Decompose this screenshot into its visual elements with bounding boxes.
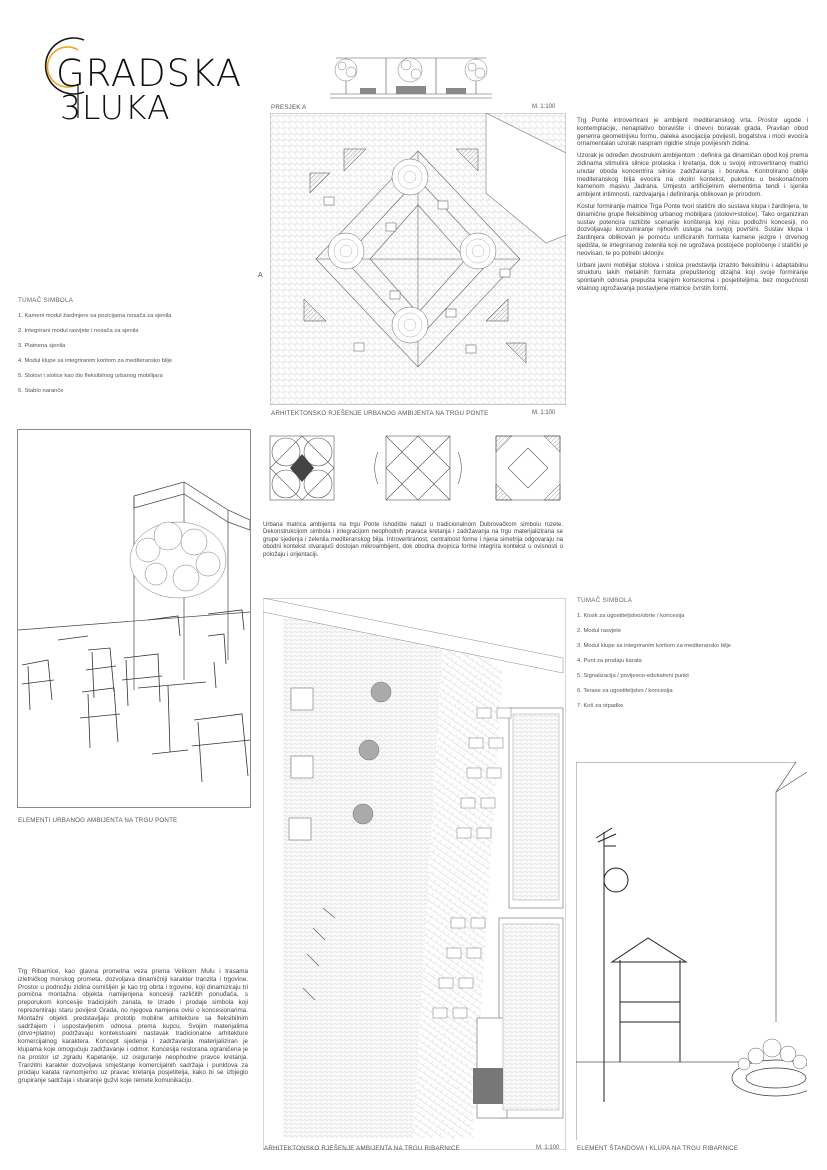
- plan-ponte-scale: M. 1:100: [532, 410, 556, 416]
- logo-title-2: 3LUKA: [60, 88, 171, 127]
- legend-item: 1. Kiosk za ugostiteljstvo/obrte / koncesija: [577, 613, 685, 619]
- legend-ponte: [18, 297, 258, 394]
- kiosk-drawing: [576, 762, 807, 1140]
- matrix-text: [263, 522, 563, 563]
- intro-paragraph: Trg Ponte introvertirani je ambijent mediteranskog vrta. Prostor ugode i kontemplacije, nenaplativo boravište i dnevni boravak grada. Pravilan obod generira geometrijsku formu, daleka asocijacija povijesti, bogatstva i moći evocira ornamentalan uzorak naspram rigidne struje povijesnih zidina.: [577, 117, 808, 148]
- legend-item: 5. Stolovi i stolice kao dio fleksibilnog urbanog mobilijara: [18, 373, 163, 379]
- plan-ribarnica-drawing: [263, 598, 566, 1150]
- section-a-marker: A: [258, 272, 263, 279]
- legend-item: 1. Kameni modul žardinjere sa pozicijama nosača za sjenila: [18, 313, 172, 319]
- ribarnica-paragraph: Trg Ribarnice, kao glavna prometna veza prema Velikom Mulu i trasama izletničkog morskog prometa, dozvoljava dinamičniji karakter tranzita i trgovine. Prostor u podnožju zidina osmišljen je kao trg obrta i trgovine, koji dinamiziraju tri pomična montažna objekta namijenjena koncesiji različitih ponuđača, s preporukom koncesije tradicijskih zanata, te izrade i prodaje simbola koji reprezentiraju staru povijest Grada, no njegova namjena ovisi o koncesionarima. Montažni objekti predstavljaju prototip mobilne arhitekture sa fleksibilnim sadržajem i uspostavljenim odnosa prema kupcu. Svojim materijalima (drvo+platno) podržavaju kontekstualni nastavak tradicionalne arhitekture komercijalnog karaktera. Koncept sjedenja i zadržavanja materijaliziran je klupama koje omogućuju zadržavanje i odmor. Koncesija restorana ograničena je na prostor uz zgradu Kapetanije, uz osiguranje neophodne pravce kretanja. Tranzitni karakter dozvoljava smještanje komercijalnih sadržaja i punktova za prodaju karata ravnomjerno uz pravac kretanja posjetitelja, kako bi se izbjeglo grupiranje sadržaja i stvaranje gužvi koje remete komunikaciju.: [18, 968, 248, 1085]
- legend-item: 3. Modul klupe sa integriranim koritom za mediteransko bilje: [577, 643, 732, 649]
- kiosk-frame: [576, 762, 807, 1140]
- logo-title-1: GRADSKA: [56, 52, 243, 95]
- perspective-ponte-frame: [17, 429, 251, 808]
- plan-ponte-caption: ARHITEKTONSKO RJEŠENJE URBANOG AMBIJENTA NA TRGU PONTE: [271, 410, 489, 417]
- section-a-label: PRESJEK A: [271, 104, 307, 111]
- plan-ribarnica-caption: ARHITEKTONSKO RJEŠENJE AMBIJENTA NA TRGU RIBARNICE: [264, 1145, 461, 1152]
- legend-item: 6. Terase za ugostiteljstvo / koncesija: [577, 688, 673, 694]
- legend-item: 2. Integrirani modul rasvjete i nosača za sjenila: [18, 328, 139, 334]
- legend-item: 5. Signalizacija / povijesno-edukativni punkt: [577, 673, 689, 679]
- intro-paragraph: Urbani javni mobilijar stolova i stolica predstavlja izrazito fleksibilnu i adaptabilnu strukturu lakih metalnih formata prepuštenog dizajna koji svoje formiranje spontanih odnosa prepušta krajnjim korisnicima i posjetiteljima, bez mogućnosti vitalnog ugrožavanja postavljene matrice čvrstih formi.: [577, 261, 808, 292]
- legend-item: 3. Platnena sjenila: [18, 343, 66, 349]
- ribarnica-text: [18, 968, 248, 1089]
- kiosk-caption: ELEMENT ŠTANDOVA I KLUPA NA TRGU RIBARNICE: [577, 1145, 739, 1152]
- legend-item: 6. Stablo naranče: [18, 388, 64, 394]
- intro-text: [577, 117, 808, 297]
- plan-ponte-drawing: [270, 113, 566, 405]
- legend-item: 2. Modul rasvjete: [577, 628, 622, 634]
- intro-paragraph: Uzorak je određen dvostrukim ambijentom : definira ga dinamičan obod koji prema zidinama stimulira silnice prolaska i kretanja, dok u svojoj introvertiranoj matrici unutar oboda koncentrira silnice zadržavanja i boravka. Kontrolirano obilje mediteranskog bilja evocira na okolni kontekst, pukotinu u beskonačnom kamenom masivu Jadrana. Umjesto artificijelnim elementima tendi i sjenila ambijent intimnosti, razdvajanja i definiranja oblikovan je prirodom.: [577, 152, 808, 199]
- legend-ribarnica: [577, 597, 807, 709]
- plan-ribarnica-frame: [263, 598, 566, 1150]
- logo: [22, 22, 252, 132]
- perspective-ponte-caption: ELEMENTI URBANOG AMBIJENTA NA TRGU PONTE: [18, 817, 178, 824]
- legend-item: 4. Modul klupe sa integriranim koritom za mediteransko bilje: [18, 358, 173, 364]
- legend-item: 4. Punt za prodaju karata: [577, 658, 642, 664]
- section-a-drawing: [326, 48, 496, 100]
- section-a-scale: M. 1:100: [532, 104, 556, 110]
- plan-ribarnica-scale: M. 1:100: [536, 1145, 560, 1151]
- intro-paragraph: Kostur formiranje matrice Trga Ponte tvori statični dio sustava klupa i žardinjera, te dinamične grupe fleksibilnog urbanog mobilijara (stolovi+stolice). Tako organiziran sustav potencira različite scenarije korištenja koji nisu podložni koncesiji, no dozvoljavaju konzumiranje njihovih usluga na svojoj površini. Sustav klupa i žardinjera oblikovan je pomoću unificiranih formata kamene jezgre i drvenog sjedišta, te integriranog zelenila koji ne ugrožava postojeće popločenje i statički je neovisan, te po potrebi uklonjiv.: [577, 202, 808, 257]
- plan-ponte-frame: [270, 113, 566, 405]
- legend-title: TUMAČ SIMBOLA: [577, 597, 633, 604]
- perspective-ponte-drawing: [18, 430, 250, 807]
- matrix-diagrams: [268, 432, 564, 504]
- matrix-paragraph: Urbana matrica ambijenta na trgu Ponte ishodište nalazi u tradicionalnom Dubrovačkom simbolu rozete. Dekonstrukcijom simbola i integracijom neophodnih pravaca kretanja i zadržavanja na trgu materijalizirana se grupe sjedenja i zelenila mediteranskog bilja. Introvertiranost, centralnost forme i njena simetrija odgovaraju na obodni kontekst stvarajući dostojan mikroambijent, dok obodna dvojnica forme integrira kontekst u ovisnosti o položaju i orijentaciji.: [263, 522, 563, 558]
- legend-item: 7. Koš za otpadke: [577, 703, 624, 709]
- legend-title: TUMAČ SIMBOLA: [18, 297, 74, 304]
